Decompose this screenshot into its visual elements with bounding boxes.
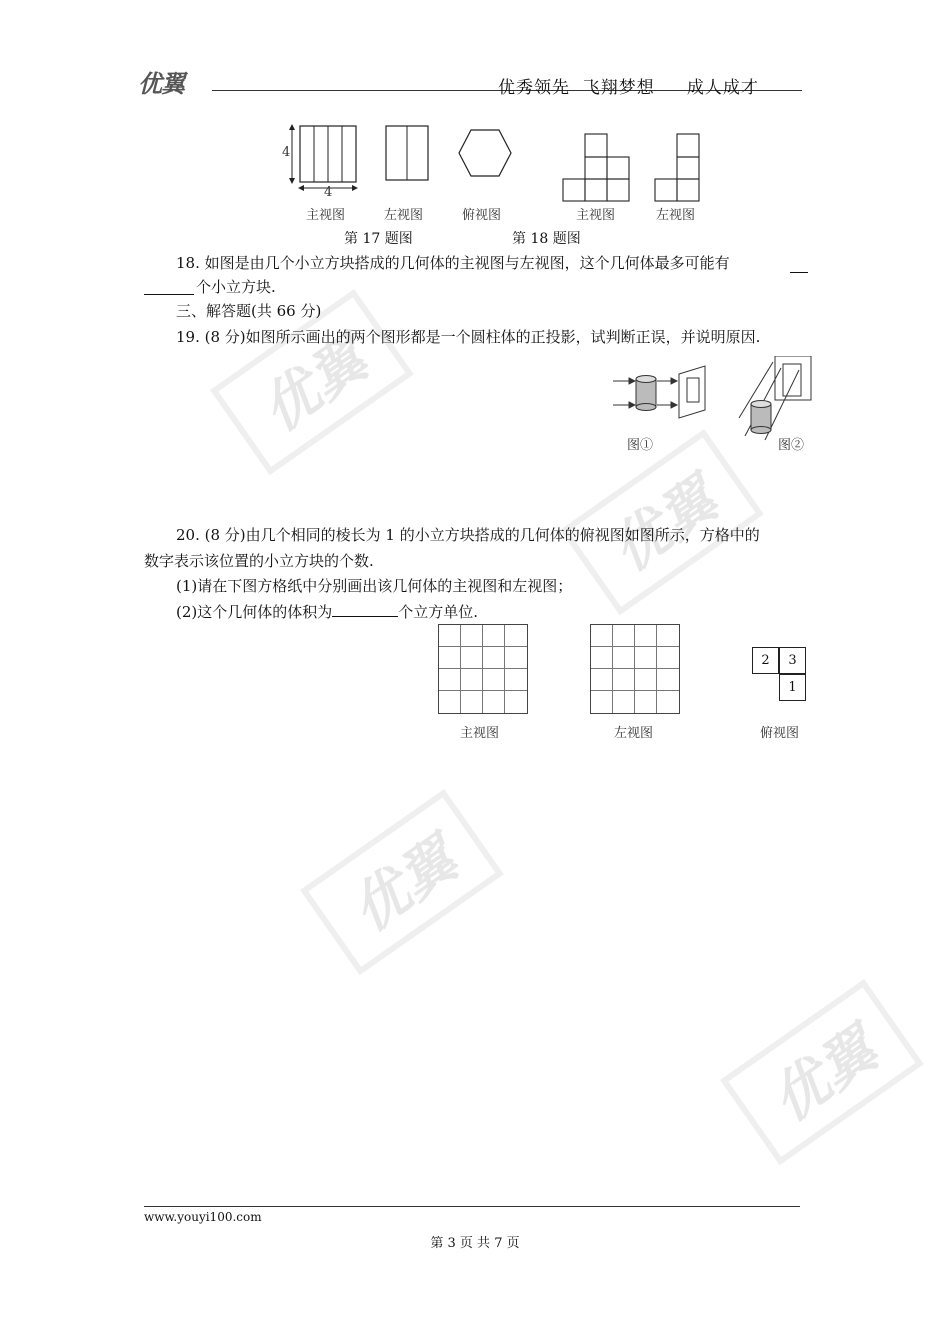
top-view-cell: 3 xyxy=(779,647,806,674)
q20-line1: 20. (8 分)由几个相同的棱长为 1 的小立方块搭成的几何体的俯视图如图所示，方格中的 xyxy=(176,526,760,544)
q19-fig2-label: 图② xyxy=(778,438,805,453)
fig17-label-front: 主视图 xyxy=(306,208,346,223)
fig18-label-front: 主视图 xyxy=(576,208,616,223)
fig17-dim-width: 4 xyxy=(324,185,333,200)
q18-line2: 个小立方块. xyxy=(196,278,276,296)
watermark: 优翼 xyxy=(300,789,504,975)
fig18-label-left: 左视图 xyxy=(656,208,696,223)
q20-line2: 数字表示该位置的小立方块的个数. xyxy=(144,552,374,570)
fig17-caption: 第 17 题图 xyxy=(344,231,413,247)
grid-label-left: 左视图 xyxy=(614,726,654,741)
top-view-cell: 1 xyxy=(779,674,806,701)
grid-label-front: 主视图 xyxy=(460,726,500,741)
watermark: 优翼 xyxy=(210,289,414,475)
q20-answer-blank[interactable] xyxy=(332,600,398,617)
q18-line1: 18. 如图是由几个小立方块搭成的几何体的主视图与左视图，这个几何体最多可能有 xyxy=(176,254,730,272)
grid-label-top: 俯视图 xyxy=(760,726,800,741)
footer-url[interactable]: www.youyi100.com xyxy=(144,1210,262,1224)
header-slogan: 优秀领先 飞翔梦想 成人成才 xyxy=(498,78,759,98)
front-view-grid[interactable] xyxy=(438,624,528,714)
watermark: 优翼 xyxy=(720,979,924,1165)
section-title: 三、解答题(共 66 分) xyxy=(176,302,322,320)
q18-blank xyxy=(790,272,808,273)
page-number: 第 3 页 共 7 页 xyxy=(430,1236,520,1251)
q20-sub2-suffix: 个立方单位. xyxy=(398,603,479,621)
q19-text: 19. (8 分)如图所示画出的两个图形都是一个圆柱体的正投影，试判断正误，并说明原因. xyxy=(176,328,761,346)
header-logo: 优翼 xyxy=(138,70,184,98)
footer-rule xyxy=(144,1206,800,1207)
q20-sub1: (1)请在下图方格纸中分别画出该几何体的主视图和左视图； xyxy=(176,577,573,595)
fig17-dim-height: 4 xyxy=(282,145,291,160)
fig17-label-left: 左视图 xyxy=(384,208,424,223)
fig18-caption: 第 18 题图 xyxy=(512,231,581,247)
q20-sub2 xyxy=(176,600,478,623)
q20-sub2-prefix: (2)这个几何体的体积为 xyxy=(176,603,333,621)
left-view-grid[interactable] xyxy=(590,624,680,714)
watermark: 优翼 xyxy=(560,429,764,615)
q19-fig1-label: 图① xyxy=(627,438,654,453)
fig18-diagram xyxy=(558,128,718,202)
top-view-cell: 2 xyxy=(752,647,779,674)
fig17-diagram xyxy=(280,118,530,198)
q18-blank-continued xyxy=(144,294,194,295)
fig17-label-top: 俯视图 xyxy=(462,208,502,223)
